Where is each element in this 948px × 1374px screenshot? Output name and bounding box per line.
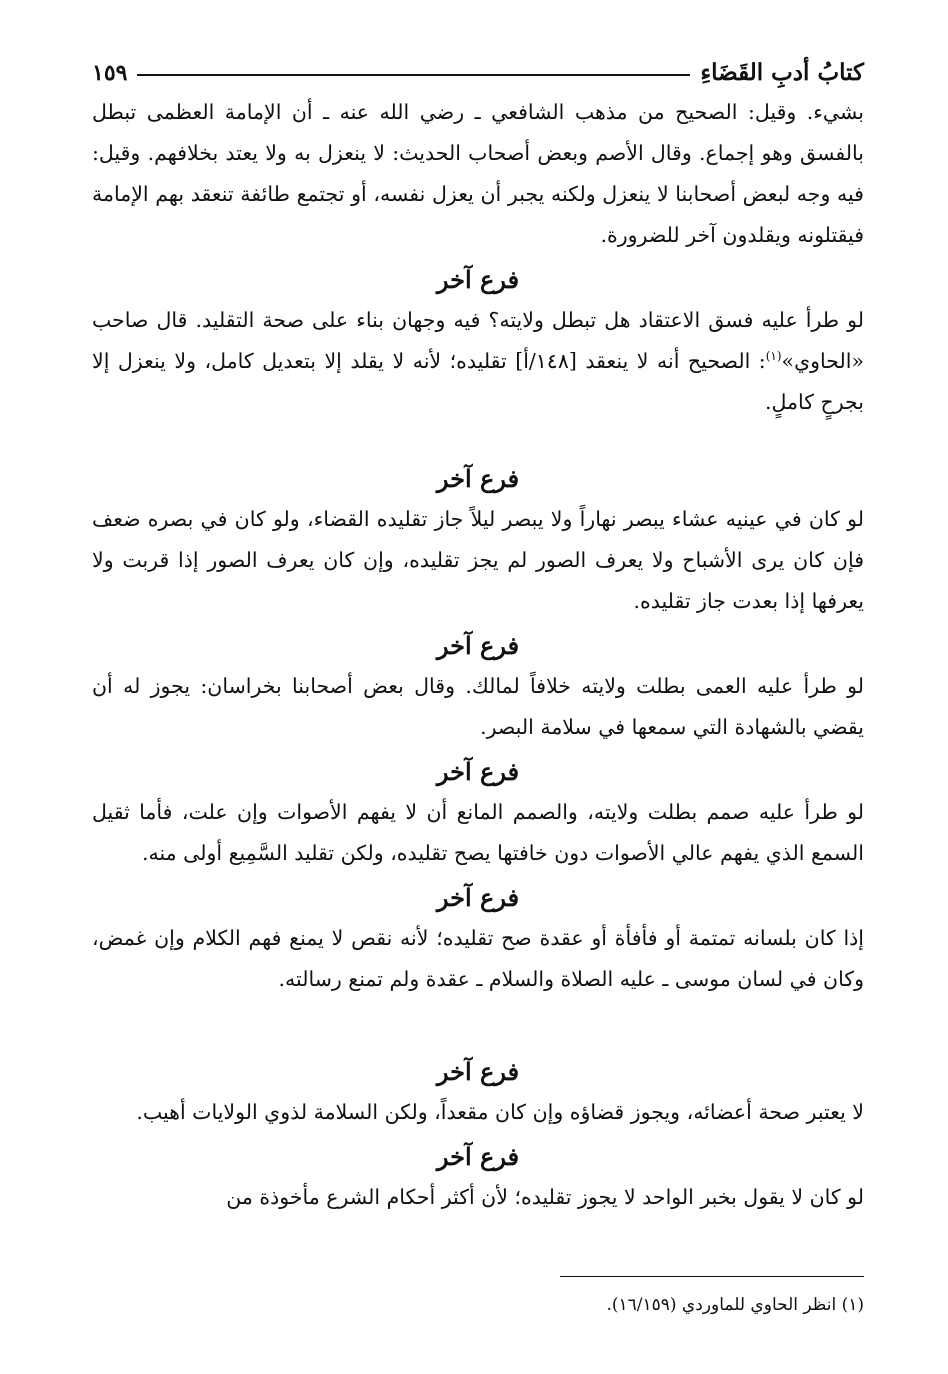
paragraph-2: لو كان في عينيه عشاء يبصر نهاراً ولا يبصر ليلاً جاز تقليده القضاء، ولو كان في بصره ضعف فإن كان يرى الأشباح ولا يعرف الصور لم يجز تقليده، وإن كان يعرف الصور إذا قربت ولا يعرفها إذا بعدت جاز تقليده. — [92, 507, 864, 613]
footnote-divider — [560, 1276, 864, 1277]
paragraph-4: لو طرأ عليه صمم بطلت ولايته، والصمم المانع أن لا يفهم الأصوات وإن علت، فأما ثقيل السمع الذي يفهم عالي الأصوات دون خافتها يصح تقليده، ولكن تقليد السَّمِيع أولى منه. — [92, 800, 864, 865]
paragraph-6: لا يعتبر صحة أعضائه، ويجوز قضاؤه وإن كان مقعداً، ولكن السلامة لذوي الولايات أهيب. — [136, 1100, 864, 1124]
section-heading: فرع آخر — [436, 757, 520, 786]
running-title: كتابُ أدبِ القَضَاءِ — [700, 59, 864, 86]
spacer — [92, 1000, 864, 1052]
paragraph-3: لو طرأ عليه العمى بطلت ولايته خلافاً لمالك. وقال بعض أصحابنا بخراسان: يجوز له أن يقضي بالشهادة التي سمعها في سلامة البصر. — [92, 674, 864, 739]
page-body — [92, 92, 864, 1218]
intro-paragraph: بشيء. وقيل: الصحيح من مذهب الشافعي ـ رضي الله عنه ـ أن الإمامة العظمى تبطل بالفسق وهو إجماع. وقال الأصم وبعض أصحاب الحديث: لا ينعزل به ولا يعتد بخلافهم. وقيل: فيه وجه لبعض أصحابنا لا ينعزل ولكنه يجبر أن يعزل نفسه، أو تجتمع طائفة تنعقد بهم الإمامة فيقتلونه ويقلدون آخر للضرورة. — [92, 100, 864, 247]
footnote: (١) انظر الحاوي للماوردي (١٦/١٥٩). — [606, 1295, 864, 1315]
page-number: ١٥٩ — [92, 60, 128, 86]
section-heading: فرع آخر — [436, 1142, 520, 1171]
spacer — [92, 423, 864, 459]
paragraph-1-text-b: : الصحيح أنه لا ينعقد [١٤٨/أ] تقليده؛ لأنه لا يقلد إلا بتعديل كامل، ولا ينعزل إلا بجرحٍ كاملٍ. — [92, 349, 864, 414]
section-heading: فرع آخر — [436, 883, 520, 912]
paragraph-1 — [92, 300, 864, 423]
section-heading: فرع آخر — [436, 631, 520, 660]
section-heading: فرع آخر — [436, 265, 520, 294]
section-heading: فرع آخر — [436, 1057, 520, 1086]
paragraph-1-text-a: لو طرأ عليه فسق الاعتقاد هل تبطل ولايته؟ فيه وجهان بناء على صحة التقليد. قال صاحب «الحاوي» — [92, 308, 864, 373]
header-rule — [137, 74, 690, 76]
page-header — [92, 44, 864, 84]
footnote-reference[interactable]: (١) — [765, 349, 782, 364]
section-heading: فرع آخر — [436, 464, 520, 493]
paragraph-7: لو كان لا يقول بخبر الواحد لا يجوز تقليده؛ لأن أكثر أحكام الشرع مأخوذة من — [226, 1185, 864, 1209]
paragraph-5: إذا كان بلسانه تمتمة أو فأفأة أو عقدة صح تقليده؛ لأنه نقص لا يمنع فهم الكلام وإن غمض، وكان في لسان موسى ـ عليه الصلاة والسلام ـ عقدة ولم تمنع رسالته. — [92, 926, 864, 991]
